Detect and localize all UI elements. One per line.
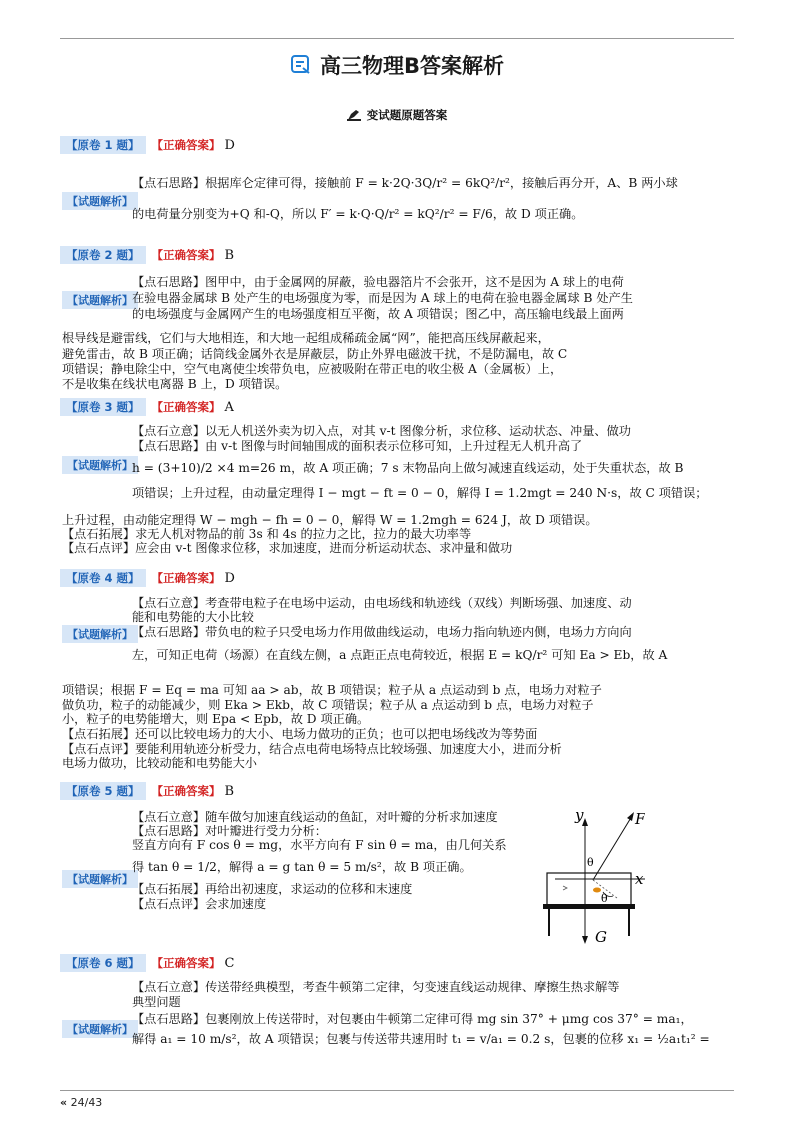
text-line: 【点石立意】以无人机送外卖为切入点，对其 v-t 图像分析，求位移、运动状态、冲量、做功 [132, 424, 631, 438]
analysis-label: 【试题解析】 [62, 870, 138, 888]
cart-plate [543, 904, 635, 909]
correct-label: 【正确答案】 [151, 138, 221, 152]
gravity-arrow-icon [582, 936, 588, 944]
correct-answer: D [224, 570, 235, 586]
correct-label: 【正确答案】 [151, 248, 221, 262]
bottom-rule [60, 1090, 734, 1091]
text-line: 【点石思路】由 v-t 图像与时间轴围成的面积表示位移可知，上升过程无人机升高了 [132, 439, 583, 453]
force-f-arrow-icon [627, 812, 634, 821]
text-line: 做负功，粒子的动能减少，则 Eka > Ekb，故 C 项错误；粒子从 a 点运动到 b 点，电场力对粒子 [62, 698, 594, 712]
question-header [60, 954, 234, 972]
text-line: 在验电器金属球 B 处产生的电场强度为零，而是因为 A 球上的电荷在验电器金属球 B 处产生 [132, 291, 633, 305]
page-footer [60, 1096, 102, 1109]
text-line: 竖直方向有 F cos θ = mg，水平方向有 F sin θ = ma，由几何关系 [132, 838, 507, 852]
text-line: 避免雷击，故 B 项正确；话筒线金属外衣是屏蔽层，防止外界电磁波干扰，不是防漏电，故 C [62, 347, 568, 361]
page-number: 24/43 [70, 1096, 103, 1109]
text-line: 【点石立意】传送带经典模型，考查牛顿第二定律，匀变速直线运动规律、摩擦生热求解等 [132, 980, 620, 994]
fish-icon [563, 886, 567, 890]
page-title: 高三物理B答案解析 [319, 54, 504, 78]
text-line: 上升过程，由动能定理得 W − mgh − fh = 0 − 0，解得 W = 1.2mgh = 624 J，故 D 项错误。 [62, 513, 598, 527]
subtitle-text: 变试题原题答案 [366, 108, 448, 122]
correct-answer: B [224, 783, 235, 799]
fish-tank [547, 873, 631, 908]
theta-label: θ [587, 856, 594, 869]
question-header [60, 246, 234, 264]
correct-answer: A [224, 399, 234, 415]
top-rule [60, 38, 734, 39]
text-line: 不是收集在线状电离器 B 上，D 项错误。 [62, 377, 288, 391]
theta-label: θ [601, 892, 608, 905]
analysis-label: 【试题解析】 [62, 456, 138, 474]
question-tag: 【原卷 6 题】 [60, 954, 146, 972]
text-line: 根导线是避雷线，它们与大地相连，和大地一起组成稀疏金属“网”，能把高压线屏蔽起来， [62, 331, 550, 345]
correct-answer: D [224, 137, 235, 153]
text-line: 【点石立意】随车做匀加速直线运动的鱼缸，对叶瓣的分析求加速度 [132, 810, 498, 824]
text-line: 能和电势能的大小比较 [132, 610, 254, 624]
x-label: x [635, 870, 644, 888]
y-label: y [575, 808, 584, 824]
text-line: 【点石点评】会求加速度 [132, 897, 267, 911]
text-line: 【点石思路】图甲中，由于金属网的屏蔽，验电器箔片不会张开，这不是因为 A 球上的电荷 [132, 275, 624, 289]
pen-icon [347, 109, 361, 121]
correct-answer: B [224, 247, 235, 263]
text-line: 项错误；根据 F = Eq = ma 可知 aa > ab，故 B 项错误；粒子从 a 点运动到 b 点，电场力对粒子 [62, 683, 602, 697]
question-tag: 【原卷 3 题】 [60, 398, 146, 416]
text-line: 【点石思路】带负电的粒子只受电场力作用做曲线运动，电场力指向轨迹内侧，电场力方向向 [132, 625, 632, 639]
question-header [60, 569, 235, 587]
text-line: 典型问题 [132, 995, 181, 1009]
text-line: 【点石拓展】再给出初速度，求运动的位移和末速度 [132, 882, 413, 896]
question-tag: 【原卷 5 题】 [60, 782, 146, 800]
text-line: 电场力做功，比较动能和电势能大小 [62, 756, 257, 770]
f-label: F [635, 810, 645, 828]
question-header [60, 782, 234, 800]
correct-label: 【正确答案】 [151, 784, 221, 798]
text-line: 【点石立意】考查带电粒子在电场中运动，由电场线和轨迹线（双线）判断场强、加速度、动 [132, 596, 632, 610]
g-label: G [595, 928, 607, 946]
text-line: 【点石点评】应会由 v-t 图像求位移，求加速度，进而分析运动状态、求冲量和做功 [62, 541, 513, 555]
correct-label: 【正确答案】 [151, 571, 221, 585]
analysis-label: 【试题解析】 [62, 1020, 138, 1038]
correct-answer: C [224, 955, 235, 971]
text-line: 【点石点评】要能利用轨迹分析受力，结合点电荷电场特点比较场强、加速度大小，进而分析 [62, 742, 562, 756]
text-line: 【点石思路】对叶瓣进行受力分析： [132, 824, 327, 838]
text-line: 【点石思路】根据库仑定律可得，接触前 F = k·2Q·3Q/r² = 6kQ²/r²，接触后再分开，A、B 两小球 [132, 176, 678, 190]
title-bar [0, 50, 794, 80]
text-line: 解得 a₁ = 10 m/s²，故 A 项错误；包裹与传送带共速用时 t₁ = v/a₁ = 0.2 s，包裹的位移 x₁ = ½a₁t₁² = [132, 1032, 710, 1046]
document-icon [290, 54, 312, 76]
analysis-label: 【试题解析】 [62, 192, 138, 210]
text-line: 的电场强度与金属网产生的电场强度相互平衡，故 A 项错误；图乙中，高压输电线最上面两 [132, 307, 624, 321]
text-line: 【点石拓展】求无人机对物品的前 3s 和 4s 的拉力之比，拉力的最大功率等 [62, 527, 472, 541]
analysis-label: 【试题解析】 [62, 291, 138, 309]
correct-label: 【正确答案】 [151, 956, 221, 970]
analysis-label: 【试题解析】 [62, 625, 138, 643]
text-line: 得 tan θ = 1/2，解得 a = g tan θ = 5 m/s²，故 B 项正确。 [132, 860, 472, 874]
text-line: 【点石思路】包裹刚放上传送带时，对包裹由牛顿第二定律可得 mg sin 37° + μmg cos 37° = ma₁， [132, 1012, 693, 1026]
text-line: 左，可知正电荷（场源）在直线左侧，a 点距正点电荷较近，根据 E = kQ/r² 可知 Ea > Eb，故 A [132, 648, 668, 662]
question-tag: 【原卷 2 题】 [60, 246, 146, 264]
force-diagram [535, 808, 645, 948]
question-tag: 【原卷 1 题】 [60, 136, 146, 154]
text-line: 小，粒子的电势能增大，则 Epa < Epb，故 D 项正确。 [62, 712, 370, 726]
question-tag: 【原卷 4 题】 [60, 569, 146, 587]
text-line: 项错误；静电除尘中，空气电离使尘埃带负电，应被吸附在带正电的收尘极 A（金属板）上， [62, 362, 563, 376]
question-header [60, 136, 235, 154]
correct-label: 【正确答案】 [151, 400, 221, 414]
text-line: 的电荷量分别变为+Q 和-Q，所以 F′ = k·Q·Q/r² = kQ²/r² = F/6，故 D 项正确。 [132, 207, 584, 221]
text-line: h = (3+10)/2 ×4 m=26 m，故 A 项正确；7 s 末物品向上做匀减速直线运动，处于失重状态，故 B [132, 461, 684, 475]
section-subtitle [0, 107, 794, 124]
footer-mark-icon: « [60, 1096, 68, 1109]
text-line: 项错误；上升过程，由动量定理得 I − mgt − ft = 0 − 0，解得 I = 1.2mgt = 240 N·s，故 C 项错误； [132, 486, 708, 500]
leaf-icon [593, 888, 601, 893]
text-line: 【点石拓展】还可以比较电场力的大小、电场力做功的正负；也可以把电场线改为等势面 [62, 727, 538, 741]
force-f-line [593, 816, 632, 880]
question-header [60, 398, 234, 416]
